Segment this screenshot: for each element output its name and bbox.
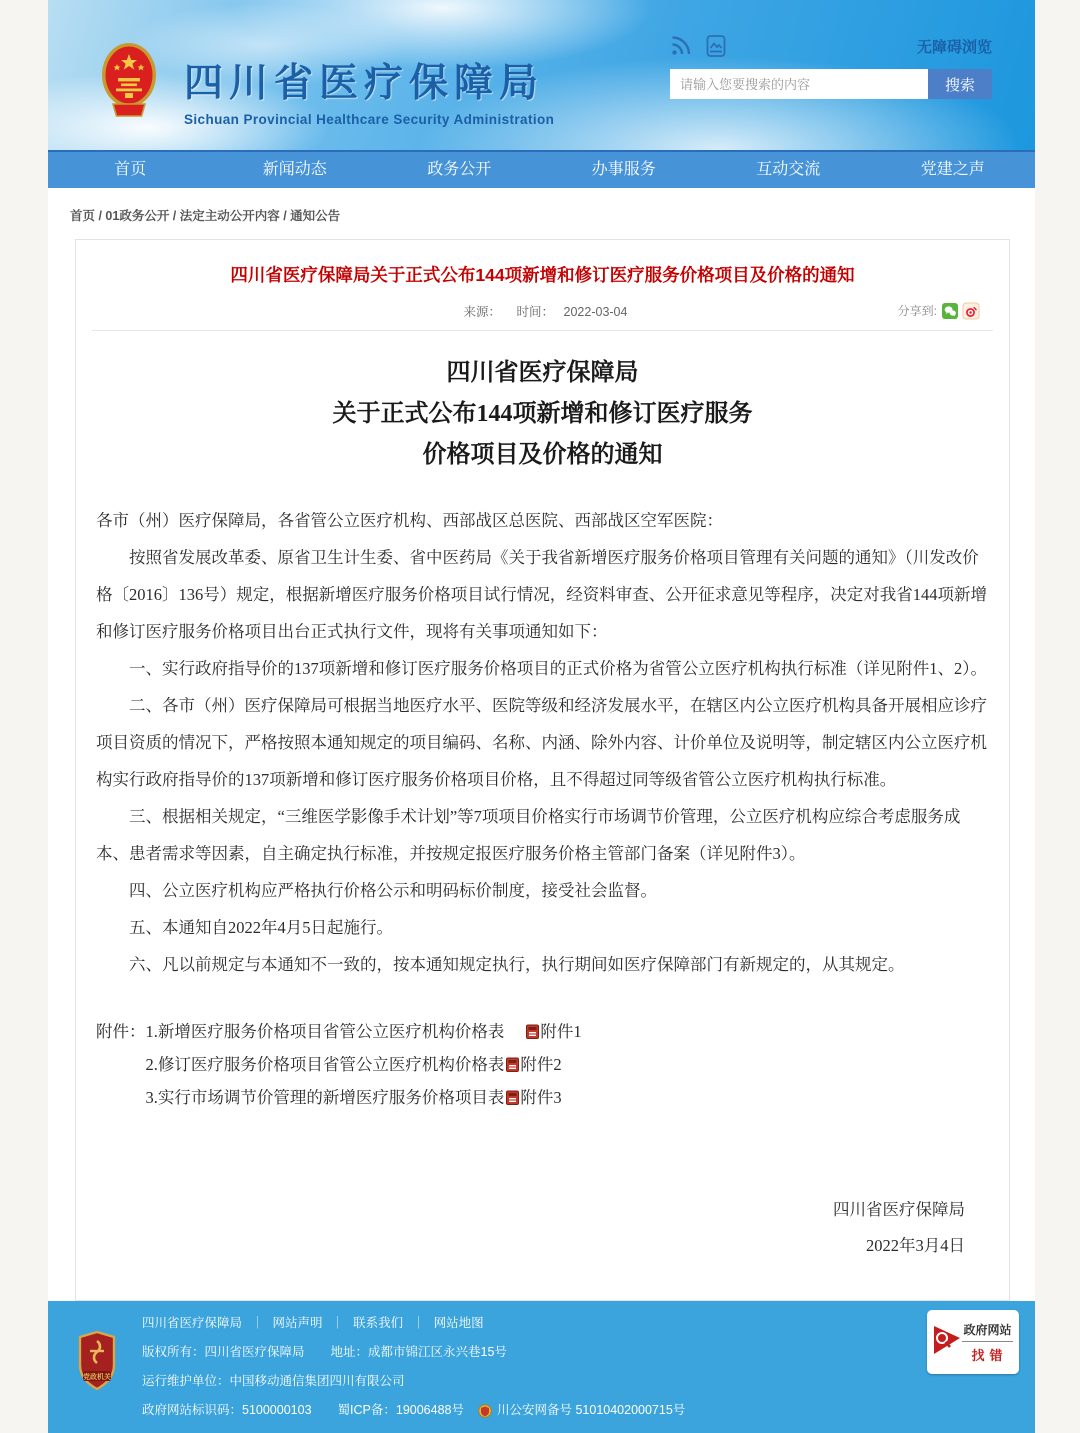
error-badge-magnifier-icon	[932, 1323, 962, 1362]
weibo-share-icon[interactable]	[963, 303, 979, 319]
footer-link-sitemap[interactable]: 网站地图	[433, 1316, 484, 1330]
share-box	[898, 302, 979, 319]
attachment-row	[146, 1081, 582, 1114]
nav-item-home[interactable]: 首页	[114, 161, 147, 178]
footer-police[interactable]: 川公安网备号 51010402000715号	[496, 1403, 686, 1417]
attachment-file-icon	[506, 1057, 519, 1072]
police-badge-icon	[478, 1404, 492, 1418]
attachment-text: 2.修订医疗服务价格项目省管公立医疗机构价格表	[145, 1055, 505, 1074]
attachment-text: 3.实行市场调节价管理的新增医疗服务价格项目表	[145, 1088, 505, 1107]
signature-date: 2022年3月4日	[866, 1236, 965, 1255]
footer-maintainer: 运行维护单位：中国移动通信集团四川有限公司	[142, 1374, 405, 1388]
national-emblem-logo	[100, 40, 158, 123]
article-title: 四川省医疗保障局关于正式公布144项新增和修订医疗服务价格项目及价格的通知	[230, 265, 855, 285]
attachments	[92, 1015, 993, 1114]
attachment-link[interactable]: 附件2	[520, 1055, 562, 1074]
source-label: 来源：	[463, 305, 502, 319]
footer-maintainer-row	[142, 1373, 685, 1390]
party-gov-shield-icon	[70, 1315, 142, 1431]
main-area	[48, 188, 1035, 1301]
site-header	[48, 0, 1035, 150]
gov-site-error-report-badge[interactable]	[927, 1310, 1019, 1374]
paragraph: 三、根据相关规定，“三维医学影像手术计划”等7项项目价格实行市场调节价管理，公立医疗机构应综合考虑服务成本、患者需求等因素，自主确定执行标准，并按规定报医疗服务价格主管部门备案（详见附件3）。	[96, 807, 961, 863]
time-value: 2022-03-04	[563, 305, 628, 319]
mobile-site-icon[interactable]	[704, 34, 728, 58]
footer-separator: ｜	[251, 1316, 264, 1330]
footer-separator: ｜	[331, 1316, 345, 1330]
attachment-file-icon	[526, 1024, 539, 1039]
nav-item-gov-affairs[interactable]: 政务公开	[427, 161, 492, 178]
document-body	[92, 502, 993, 983]
page-content	[48, 0, 1035, 1417]
attachment-file-icon	[506, 1090, 519, 1105]
header-right	[670, 33, 992, 99]
footer-copyright: 版权所有：四川省医疗保障局	[142, 1345, 305, 1359]
nav-item-interaction[interactable]: 互动交流	[756, 161, 821, 178]
site-title: 四川省医疗保障局	[184, 62, 545, 105]
paragraph: 四、公立医疗机构应严格执行价格公示和明码标价制度，接受社会监督。	[129, 881, 657, 900]
footer-registration-row	[142, 1402, 685, 1419]
nav-item-services[interactable]: 办事服务	[591, 161, 656, 178]
footer-address: 地址：成都市锦江区永兴巷15号	[330, 1345, 507, 1359]
attachment-link[interactable]: 附件3	[520, 1088, 562, 1107]
paragraph: 一、实行政府指导价的137项新增和修订医疗服务价格项目的正式价格为省管公立医疗机构执行标准（详见附件1、2）。	[129, 659, 987, 678]
paragraph: 按照省发展改革委、原省卫生计生委、省中医药局《关于我省新增医疗服务价格项目管理有关问题的通知》（川发改价格〔2016〕136号）规定，根据新增医疗服务价格项目试行情况，经资料审查、公开征求意见等程序，决定对我省144项新增和修订医疗服务价格项目出台正式执行文件，现将有关事项通知如下：	[96, 548, 987, 641]
share-label: 分享到:	[897, 304, 937, 318]
paragraph: 二、各市（州）医疗保障局可根据当地医疗水平、医院等级和经济发展水平，在辖区内公立医疗机构具备开展相应诊疗项目资质的情况下，严格按照本通知规定的项目编码、名称、内涵、除外内容、计价单位及说明等，制定辖区内公立医疗机构实行政府指导价的137项新增和修订医疗服务价格项目价格，且不得超过同等级省管公立医疗机构执行标准。	[96, 696, 987, 789]
attachments-label: 附件：	[96, 1022, 146, 1041]
article-meta	[92, 302, 993, 331]
svg-text:党政机关: 党政机关	[83, 1374, 111, 1381]
search-input[interactable]	[670, 69, 928, 99]
footer-site-code: 政府网站标识码：5100000103	[142, 1403, 312, 1417]
attachment-link[interactable]: 附件1	[540, 1022, 582, 1041]
footer-link-statement[interactable]: 网站声明	[272, 1316, 323, 1330]
time-label: 时间：	[516, 305, 555, 319]
error-badge-action: 找错	[971, 1347, 1008, 1363]
document-title: 四川省医疗保障局 关于正式公布144项新增和修订医疗服务 价格项目及价格的通知	[332, 360, 753, 468]
nav-item-news[interactable]: 新闻动态	[262, 161, 327, 178]
attachment-row	[146, 1015, 582, 1048]
footer-link-contact[interactable]: 联系我们	[353, 1316, 404, 1330]
attachment-text: 1.新增医疗服务价格项目省管公立医疗机构价格表	[145, 1022, 505, 1041]
search-bar	[670, 69, 992, 99]
paragraph: 各市（州）医疗保障局，各省管公立医疗机构、西部战区总医院、西部战区空军医院：	[96, 511, 723, 530]
footer-icp[interactable]: 蜀ICP备：19006488号	[337, 1403, 464, 1417]
paragraph: 五、本通知自2022年4月5日起施行。	[129, 918, 393, 937]
rss-icon[interactable]	[670, 35, 692, 57]
nav-item-party[interactable]: 党建之声	[920, 161, 985, 178]
paragraph: 六、凡以前规定与本通知不一致的，按本通知规定执行，执行期间如医疗保障部门有新规定的，从其规定。	[129, 955, 905, 974]
breadcrumb[interactable]: 首页 / 01政务公开 / 法定主动公开内容 / 通知公告	[70, 209, 341, 223]
footer-separator: ｜	[412, 1316, 425, 1330]
footer-link-home[interactable]: 四川省医疗保障局	[142, 1316, 243, 1330]
site-footer	[48, 1301, 1035, 1433]
article-box	[75, 239, 1010, 1301]
accessibility-link[interactable]: 无障碍浏览	[916, 38, 992, 56]
site-title-english: Sichuan Provincial Healthcare Security Administration	[184, 112, 555, 127]
attachment-row	[146, 1048, 582, 1081]
wechat-share-icon[interactable]	[942, 303, 958, 319]
main-nav	[48, 150, 1035, 188]
search-button[interactable]: 搜索	[928, 69, 992, 99]
footer-copyright-row	[142, 1344, 685, 1361]
footer-links-row	[142, 1315, 685, 1332]
signature-block	[92, 1192, 993, 1264]
error-badge-title: 政府网站	[962, 1321, 1013, 1342]
site-titles	[184, 52, 554, 127]
signature-org: 四川省医疗保障局	[833, 1200, 965, 1219]
